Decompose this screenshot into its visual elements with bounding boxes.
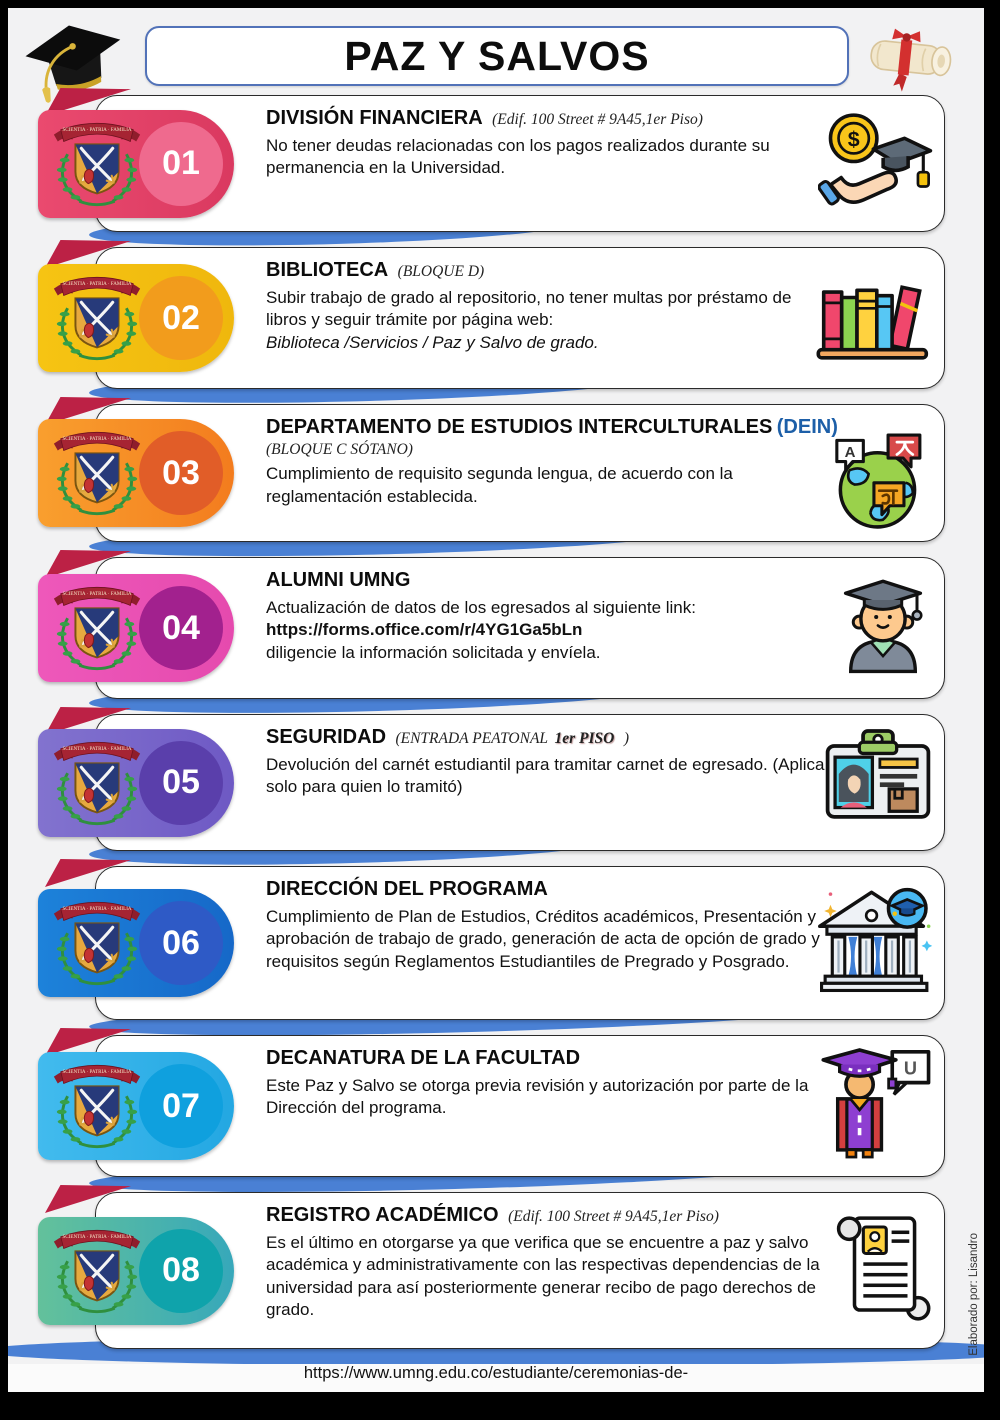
section-title-acronym: (DEIN) <box>776 416 838 438</box>
section-number: 08 <box>139 1229 223 1313</box>
section-number: 01 <box>139 122 223 206</box>
section-card-registro-academico <box>95 1192 945 1349</box>
sections-list <box>8 95 984 1349</box>
section-card-division-financiera <box>95 95 945 232</box>
section-number: 04 <box>139 586 223 670</box>
section-card-decanatura <box>95 1035 945 1177</box>
section-body: Actualización de datos de los egresados al siguiente link: https://forms.office.com/r/4YG1Ga5bLn diligencie la información solicitada y envíela. <box>266 597 826 664</box>
author-credit: Elaborado por: Lisandro <box>968 1233 980 1356</box>
section-title: BIBLIOTECA <box>266 259 389 281</box>
section-location-floor: 1er PISO <box>554 730 615 747</box>
forms-link[interactable]: https://forms.office.com/r/4YG1Ga5bLn <box>266 620 583 640</box>
section-body: Subir trabajo de grado al repositorio, no tener multas por préstamo de libros y seguir trámite por página web: Biblioteca /Servicios / Paz y Salvo de grado. <box>266 287 826 354</box>
page-title-box <box>145 26 849 86</box>
section-badge <box>38 419 234 527</box>
section-number: 06 <box>139 901 223 985</box>
section-badge <box>38 889 234 997</box>
poster-page <box>8 8 984 1392</box>
section-number: 03 <box>139 431 223 515</box>
section-number: 07 <box>139 1064 223 1148</box>
books-shelf-icon <box>816 262 934 375</box>
section-card-biblioteca <box>95 247 945 389</box>
umng-crest-logo <box>48 1057 146 1155</box>
section-badge <box>38 1052 234 1160</box>
diploma-scroll-image <box>866 24 958 99</box>
section-title: SEGURIDAD <box>266 726 387 748</box>
umng-crest-logo <box>48 424 146 522</box>
umng-crest-logo <box>48 579 146 677</box>
graduate-student-icon <box>832 575 934 682</box>
footer-url-bar <box>8 1364 984 1392</box>
section-badge <box>38 110 234 218</box>
section-location: (ENTRADA PEATONAL <box>395 730 549 747</box>
languages-globe-icon <box>828 428 934 539</box>
section-title: DECANATURA DE LA FACULTAD <box>266 1047 581 1069</box>
money-graduation-hand-icon <box>818 107 934 220</box>
id-badge-icon <box>822 728 934 837</box>
section-location: (BLOQUE D) <box>397 263 485 280</box>
umng-crest-logo <box>48 734 146 832</box>
umng-crest-logo <box>48 269 146 367</box>
section-badge <box>38 574 234 682</box>
section-location: (Edif. 100 Street # 9A45,1er Piso) <box>492 111 703 128</box>
page-title: PAZ Y SALVOS <box>344 32 650 79</box>
footer-url[interactable]: https://www.umng.edu.co/estudiante/ceremonias-de- <box>303 1364 689 1382</box>
section-badge <box>38 1217 234 1325</box>
web-path-text: Biblioteca /Servicios / Paz y Salvo de grado. <box>266 332 599 352</box>
section-title: DIRECCIÓN DEL PROGRAMA <box>266 878 548 900</box>
section-card-seguridad <box>95 714 945 851</box>
section-title: REGISTRO ACADÉMICO <box>266 1204 499 1226</box>
svg-text:U: U <box>903 1058 917 1079</box>
section-card-direccion-programa <box>95 866 945 1020</box>
section-body: Cumplimiento de Plan de Estudios, Créditos académicos, Presentación y aprobación de trabajo de grado, generación de acta de opción de grado y requisitos según Reglamentos Estudiantiles de Pregrado y Posgrado. <box>266 907 820 971</box>
header <box>8 8 984 95</box>
section-body: No tener deudas relacionadas con los pagos realizados durante su permanencia en la Universidad. <box>266 136 770 178</box>
section-title: DEPARTAMENTO DE ESTUDIOS INTERCULTURALES <box>266 416 773 438</box>
section-body: Cumplimiento de requisito segunda lengua, de acuerdo con la reglamentación establecida. <box>266 464 733 506</box>
section-badge <box>38 729 234 837</box>
card: SEGURIDAD (ENTRADA PEATONAL 1er PISO ) Devolución del carnét estudiantil para tramitar carnet de egresado. (Aplica solo para quien lo tramitó) <box>95 714 945 851</box>
university-building-icon <box>818 887 934 1000</box>
section-badge <box>38 264 234 372</box>
section-location: (BLOQUE C SÓTANO) <box>266 441 413 458</box>
umng-crest-logo <box>48 1222 146 1320</box>
section-title: ALUMNI UMNG <box>266 569 411 591</box>
section-body: Es el último en otorgarse ya que verifica que se encuentre a paz y salvo académica y administrativamente con las respectivas dependencias de la universidad para así posteriormente generar recibo de pago derechos de grado. <box>266 1233 820 1319</box>
svg-text:A: A <box>844 444 856 462</box>
section-body: Devolución del carnét estudiantil para tramitar carnet de egresado. (Aplica solo para quien lo tramitó) <box>266 755 825 797</box>
umng-crest-logo <box>48 894 146 992</box>
umng-crest-logo <box>48 115 146 213</box>
section-card-dein <box>95 404 945 542</box>
section-number: 05 <box>139 741 223 825</box>
document-scroll-icon <box>828 1209 934 1332</box>
section-title: DIVISIÓN FINANCIERA <box>266 107 483 129</box>
svg-text:$: $ <box>847 126 860 151</box>
section-location: (Edif. 100 Street # 9A45,1er Piso) <box>508 1208 719 1225</box>
section-body: Este Paz y Salvo se otorga previa revisión y autorización por parte de la Dirección del programa. <box>266 1076 809 1118</box>
section-card-alumni <box>95 557 945 699</box>
section-number: 02 <box>139 276 223 360</box>
graduate-speech-icon <box>816 1045 934 1168</box>
